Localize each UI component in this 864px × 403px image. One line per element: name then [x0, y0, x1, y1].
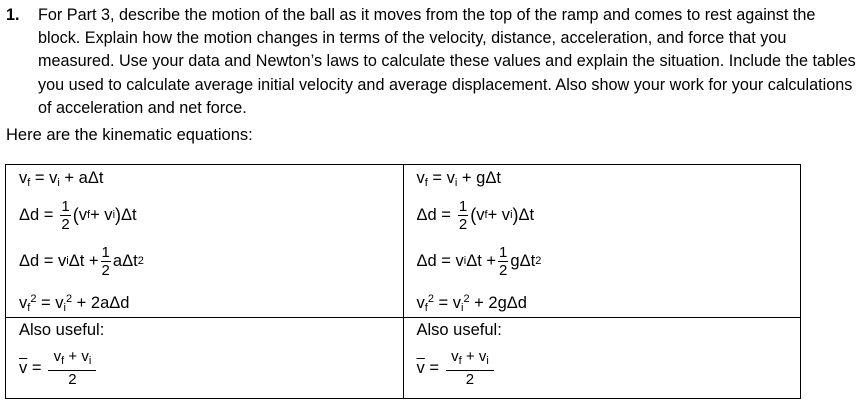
question-text: For Part 3, describe the motion of the ball as it moves from the top of the ramp and comes to rest against the block. Explain how the motion changes in terms of the velocity, distance, acceleration, and force that you measured. Use your data and Newton’s laws to calculate these values and explain the situation. Include the tables you used to calculate average initial velocity and average displacement. Also show your work for your calculations of acceleration and net force. [38, 6, 856, 117]
accel-symbol: a [100, 294, 110, 312]
accel-symbol: a [112, 251, 123, 270]
gravity-symbol: g [476, 169, 486, 187]
equation-final-velocity: $v_f = v_i + a\Delta t$ [19, 169, 104, 189]
equation-average-velocity: $\overline{v}$ = $\frac{v_f + v_i}{2}$ [19, 342, 403, 394]
also-useful-label: Also useful: [19, 321, 105, 339]
equation-velocity-squared: $v_f^2 = v_i^2 + 2a\Delta d$ [19, 293, 130, 314]
also-useful-label: Also useful: [416, 321, 502, 339]
question-number: 1. [6, 6, 20, 24]
equation-displacement-accel: Δd = v i Δt + $\frac{1}{2}$ a Δt 2 [19, 243, 144, 279]
equation-final-velocity-g: $v_f = v_i + g\Delta t$ [416, 169, 501, 189]
gravity-symbol: g [510, 251, 520, 270]
question-block [6, 4, 858, 120]
equation-displacement-avg-g: Δd = $\frac{1}{2}$ ( v f + v i ) Δt [416, 197, 535, 233]
equation-velocity-squared-g: $v_f^2 = v_i^2 + 2g\Delta d$ [416, 293, 527, 314]
intro-text: Here are the kinematic equations: [6, 126, 253, 144]
kinematic-equations-table [5, 164, 801, 399]
accel-symbol: a [78, 169, 88, 187]
right-equations-cell [403, 165, 801, 318]
gravity-symbol: g [497, 294, 507, 312]
equation-average-velocity-right: $\overline{v}$ = $\frac{v_f + v_i}{2}$ [417, 342, 801, 394]
left-equations-cell [6, 165, 404, 318]
right-also-useful-cell [403, 318, 801, 399]
equation-displacement-avg: Δd = $\frac{1}{2}$ ( v f + v i ) Δt [19, 197, 137, 233]
left-also-useful-cell [6, 318, 404, 399]
equation-displacement-gravity: Δd = v i Δt + $\frac{1}{2}$ g Δt 2 [416, 243, 542, 279]
